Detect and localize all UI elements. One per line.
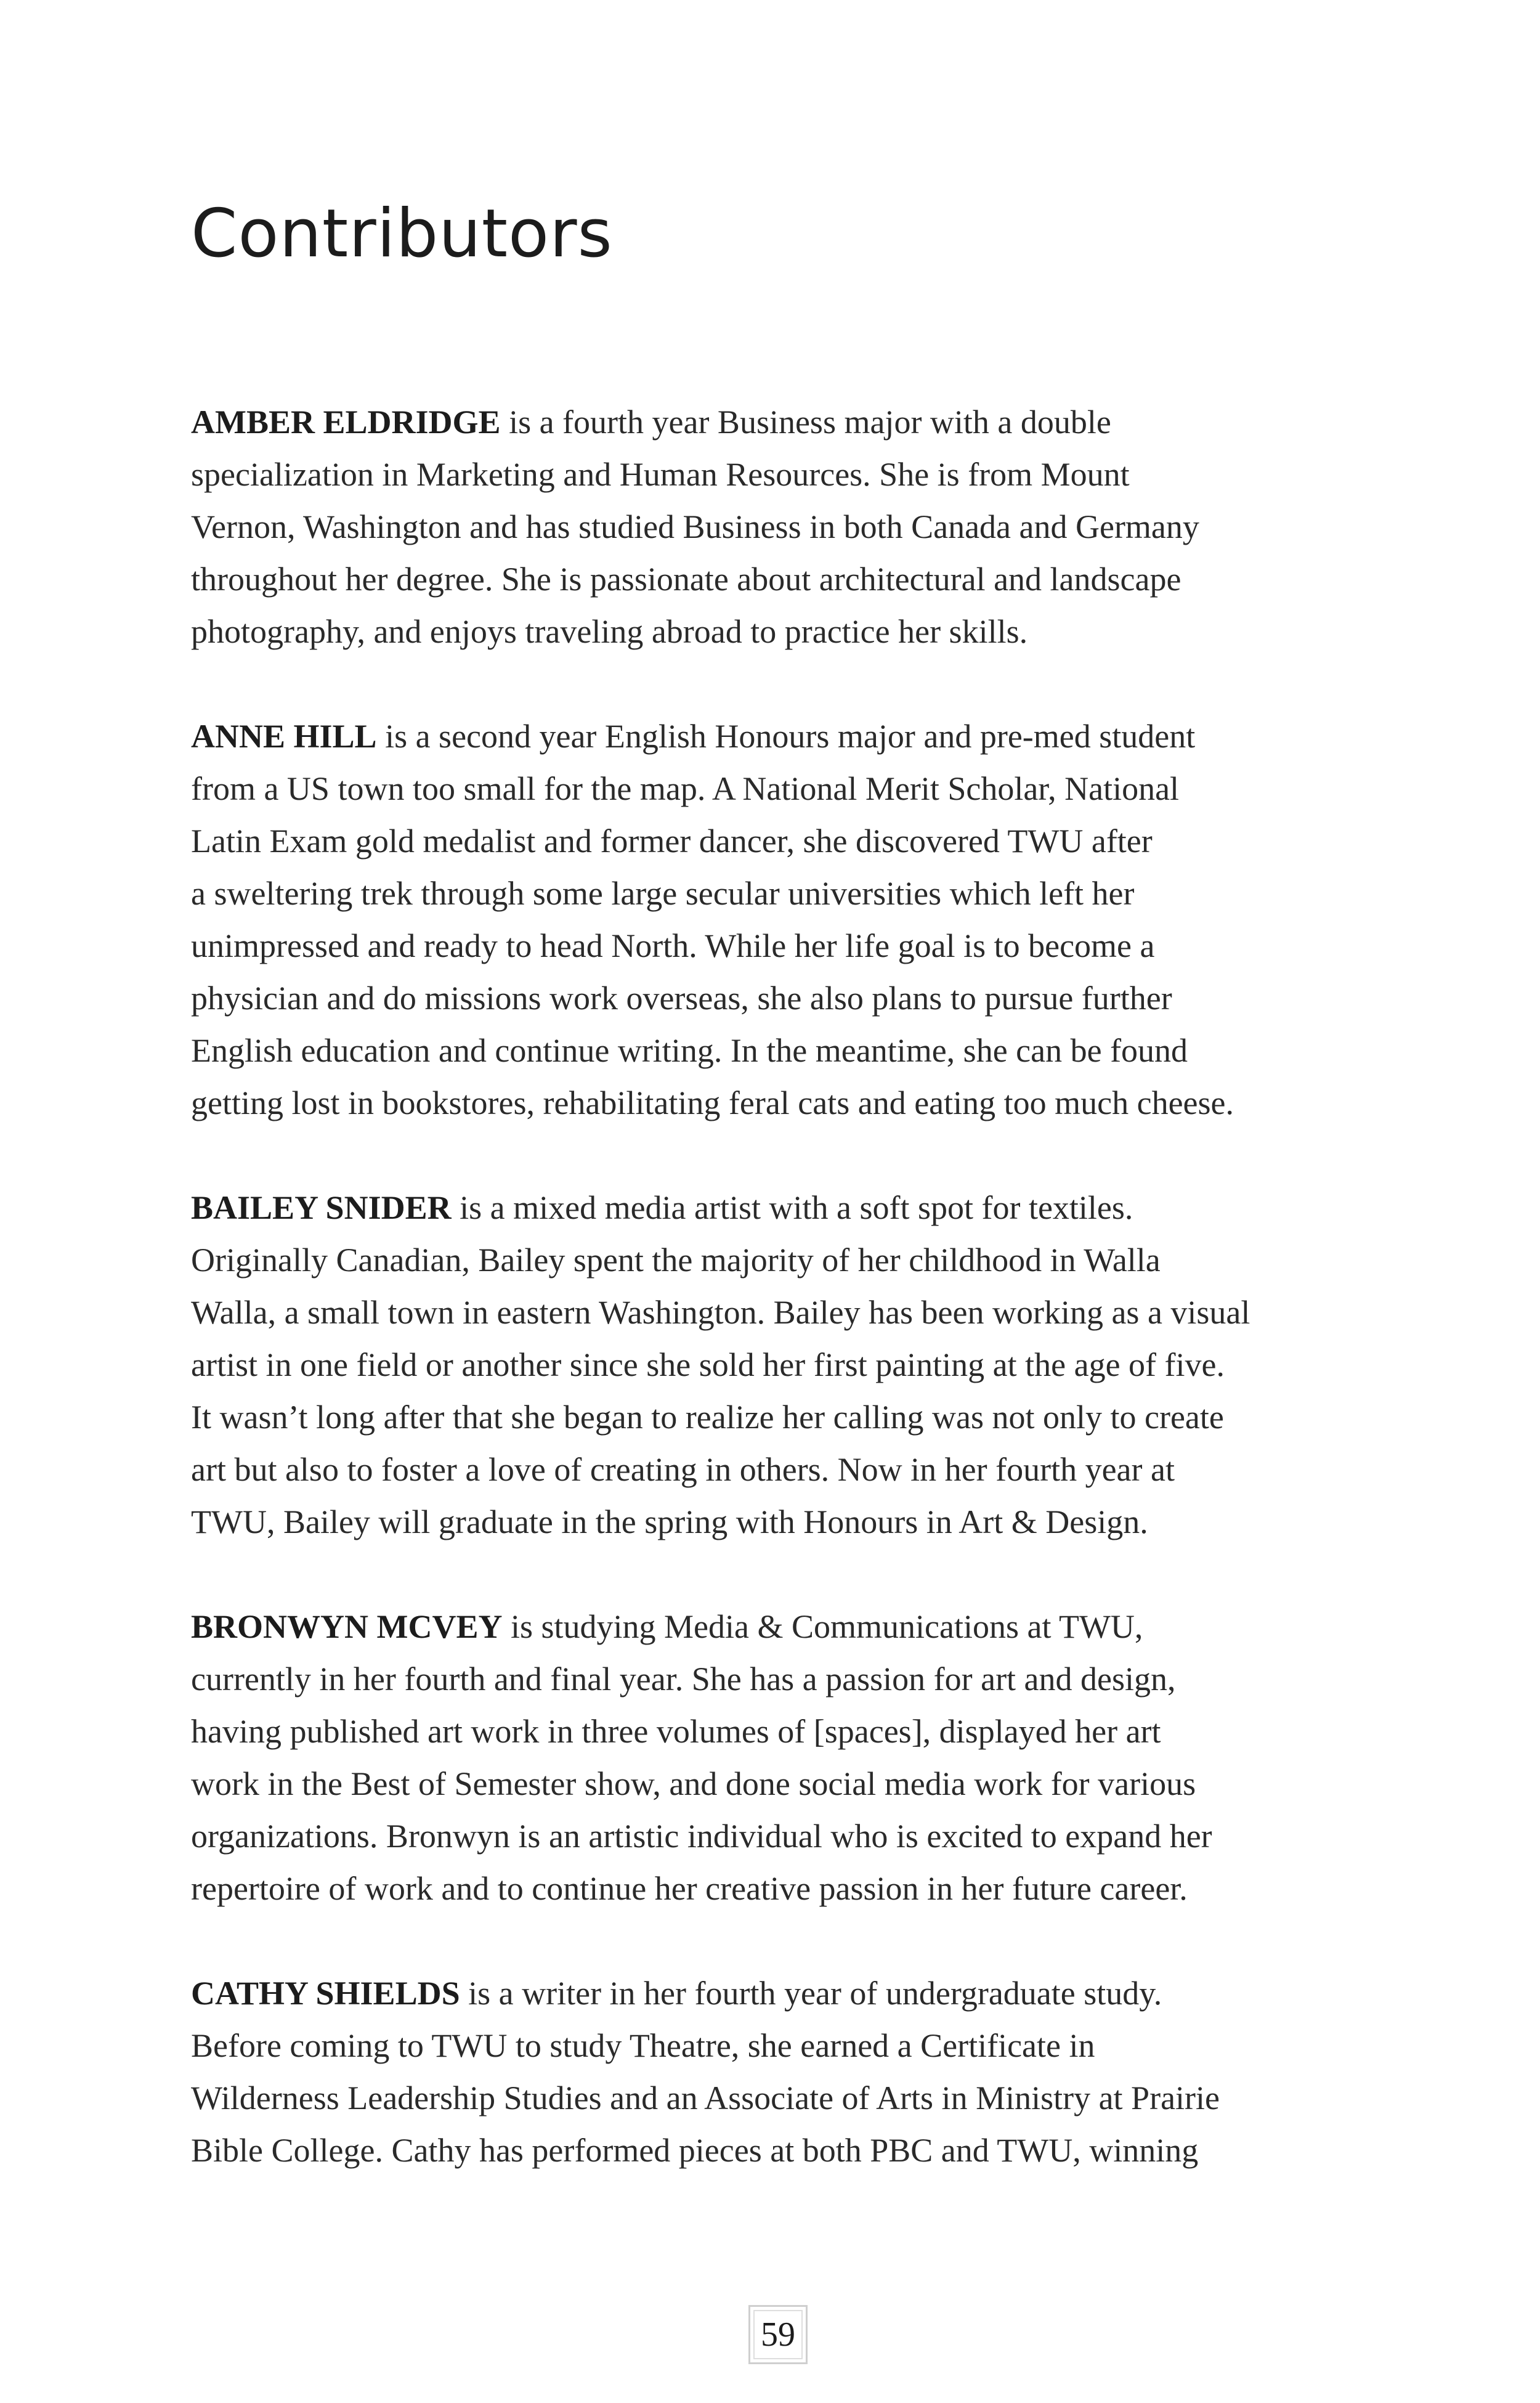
bio-bronwyn-mcvey [191, 1601, 1386, 1915]
bio-line: a sweltering trek through some large secular universities which left her [191, 875, 1135, 912]
bio-line: repertoire of work and to continue her creative passion in her future career. [191, 1870, 1188, 1907]
bio-line: It wasn’t long after that she began to realize her calling was not only to create [191, 1399, 1224, 1436]
bio-line: getting lost in bookstores, rehabilitating feral cats and eating too much cheese. [191, 1084, 1234, 1121]
bio-line: Latin Exam gold medalist and former dancer, she discovered TWU after [191, 823, 1153, 860]
bio-line: English education and continue writing. In the meantime, she can be found [191, 1032, 1188, 1069]
bio-bailey-snider [191, 1182, 1386, 1548]
page-number: 59 [748, 2305, 808, 2364]
bio-line: currently in her fourth and final year. She has a passion for art and design, [191, 1661, 1176, 1698]
bio-amber-eldridge [191, 396, 1386, 658]
bio-line: specialization in Marketing and Human Resources. She is from Mount [191, 456, 1130, 493]
bio-line: organizations. Bronwyn is an artistic individual who is excited to expand her [191, 1818, 1212, 1855]
bio-line: physician and do missions work overseas, she also plans to pursue further [191, 980, 1172, 1017]
bio-cathy-shields [191, 1967, 1386, 2177]
bio-line: unimpressed and ready to head North. While her life goal is to become a [191, 927, 1155, 964]
bio-line: Walla, a small town in eastern Washington. Bailey has been working as a visual [191, 1294, 1250, 1331]
bio-line: Originally Canadian, Bailey spent the majority of her childhood in Walla [191, 1242, 1161, 1279]
bio-line: AMBER ELDRIDGE is a fourth year Business major with a double [191, 404, 1111, 441]
bio-line: artist in one field or another since she sold her first painting at the age of five. [191, 1346, 1225, 1383]
bio-line: Vernon, Washington and has studied Business in both Canada and Germany [191, 508, 1199, 545]
bio-line: Wilderness Leadership Studies and an Associate of Arts in Ministry at Prairie [191, 2080, 1220, 2116]
bio-line: photography, and enjoys traveling abroad to practice her skills. [191, 613, 1028, 650]
bio-line: BRONWYN MCVEY is studying Media & Communications at TWU, [191, 1608, 1143, 1645]
page-title: Contributors [191, 195, 613, 272]
contributor-name: CATHY SHIELDS [191, 1975, 460, 2012]
bio-line: work in the Best of Semester show, and done social media work for various [191, 1765, 1196, 1802]
bio-line: from a US town too small for the map. A National Merit Scholar, National [191, 770, 1180, 807]
contributor-name: BAILEY SNIDER [191, 1189, 452, 1226]
bio-line: ANNE HILL is a second year English Honours major and pre-med student [191, 718, 1196, 755]
contributor-name: AMBER ELDRIDGE [191, 404, 501, 441]
bio-line: CATHY SHIELDS is a writer in her fourth year of undergraduate study. [191, 1975, 1162, 2012]
bio-line: Bible College. Cathy has performed pieces at both PBC and TWU, winning [191, 2132, 1199, 2169]
contributor-name: ANNE HILL [191, 718, 377, 755]
contributor-name: BRONWYN MCVEY [191, 1608, 503, 1645]
bio-line: having published art work in three volumes of [spaces], displayed her art [191, 1713, 1161, 1750]
contributor-bios [191, 396, 1386, 2229]
bio-line: BAILEY SNIDER is a mixed media artist with a soft spot for textiles. [191, 1189, 1133, 1226]
bio-anne-hill [191, 710, 1386, 1129]
bio-line: TWU, Bailey will graduate in the spring with Honours in Art & Design. [191, 1503, 1148, 1540]
bio-line: throughout her degree. She is passionate about architectural and landscape [191, 561, 1181, 598]
bio-line: art but also to foster a love of creating in others. Now in her fourth year at [191, 1451, 1175, 1488]
bio-line: Before coming to TWU to study Theatre, she earned a Certificate in [191, 2027, 1095, 2064]
